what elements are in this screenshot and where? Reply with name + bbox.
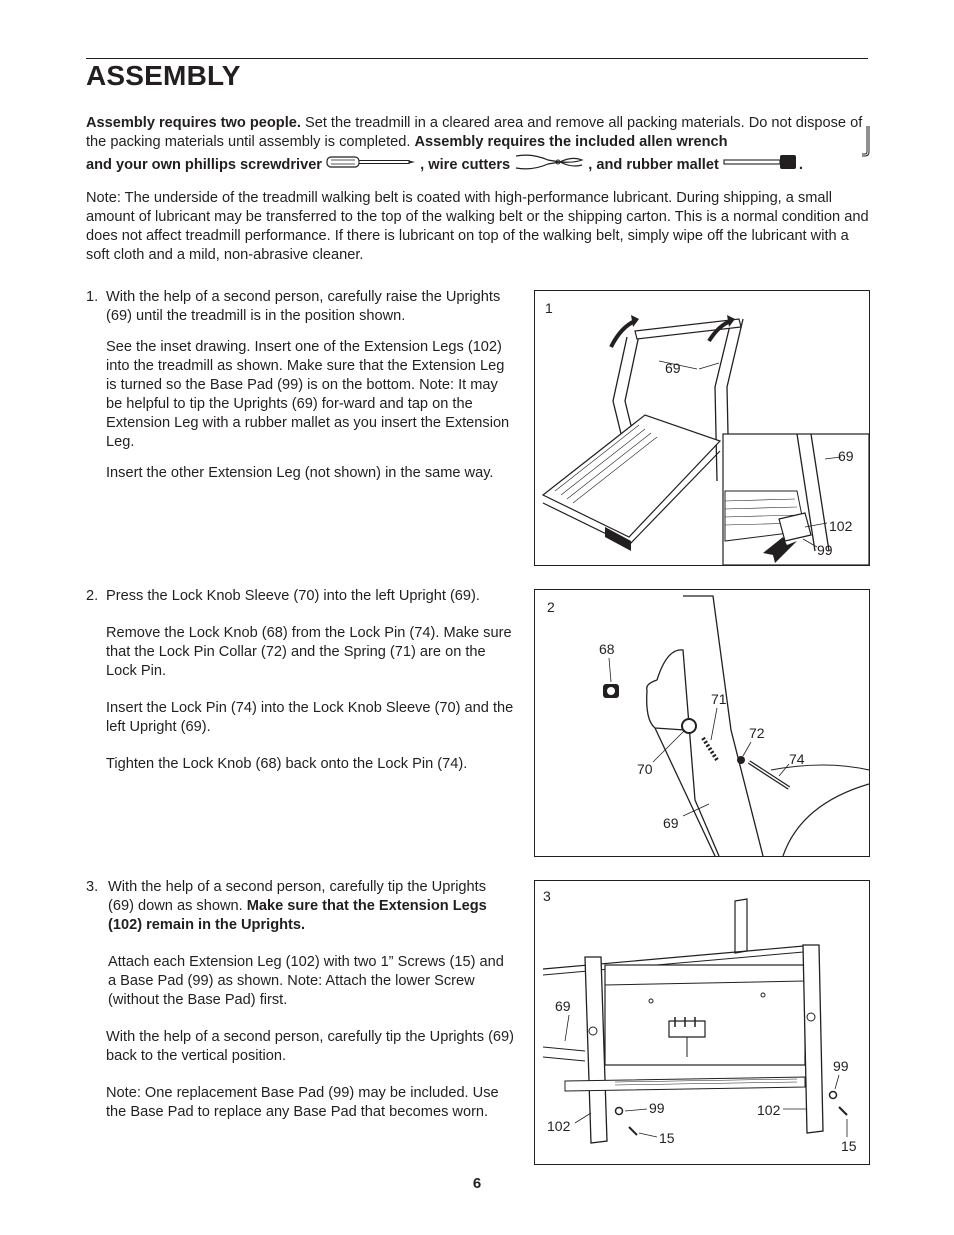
callout-label: 102 xyxy=(547,1118,571,1134)
intro-paragraph xyxy=(86,114,876,178)
callout-label: 99 xyxy=(833,1058,849,1074)
step-text: Tighten the Lock Knob (68) back onto the Lock Pin (74). xyxy=(106,756,468,772)
phillips-screwdriver-icon xyxy=(326,155,416,175)
callout-label: 15 xyxy=(841,1138,857,1154)
intro-end: . xyxy=(798,156,803,173)
callout-label: 99 xyxy=(649,1100,665,1116)
callout-label: 71 xyxy=(711,691,727,707)
callout-label: 68 xyxy=(599,641,615,657)
figure-1 xyxy=(534,290,870,566)
lubricant-note: Note: The underside of the treadmill walking belt is coated with high-performance lubricant. During shipping, a small amount of lubricant may be transferred to the top of the walking belt or the shipping carton. This is a normal condition and does not affect treadmill performance. If there is lubricant on top of the walking belt, simply wipe off the lubricant with a soft cloth and a mild, non-abrasive cleaner. xyxy=(86,190,869,263)
step-text-normal: With the help of a second person, carefully tip the Uprights (69) down as shown. xyxy=(108,879,487,914)
allen-wrench-icon xyxy=(862,124,872,164)
intro-bold-5: , and rubber mallet xyxy=(588,156,719,173)
intro-bold-2: Assembly requires the included allen wrench xyxy=(414,134,728,150)
wire-cutters-icon xyxy=(514,152,584,178)
step-text: With the help of a second person, carefully raise the Uprights (69) until the treadmill is in the position shown. xyxy=(106,289,501,324)
intro-text-1: Set the treadmill in a cleared area and remove all packing materials. Do not dispose of the packing materials until assembly is completed. xyxy=(86,115,863,150)
figure-number: 1 xyxy=(545,300,553,316)
callout-label: 72 xyxy=(749,725,765,741)
step-text: With the help of a second person, carefully tip the Uprights (69) back to the vertical position. xyxy=(106,1029,515,1064)
callout-label: 69 xyxy=(665,360,681,376)
intro-bold-4: , wire cutters xyxy=(420,156,511,173)
step-2 xyxy=(86,587,516,786)
step-number: 3. xyxy=(86,879,99,895)
step-text: Insert the Lock Pin (74) into the Lock Knob Sleeve (70) and the left Upright (69). xyxy=(106,700,514,735)
step-text: See the inset drawing. Insert one of the Extension Legs (102) into the treadmill as shown. Make sure that the Extension Leg is turned so the Base Pad (99) is on the bottom. Note: It may be helpful to tip the Uprights (69) for-ward and tap on the Extension Leg with a rubber mallet as you insert the Extension Leg. xyxy=(106,339,510,450)
step-text: Note: One replacement Base Pad (99) may be included. Use the Base Pad to replace any Base Pad that becomes worn. xyxy=(106,1085,499,1120)
callout-label: 69 xyxy=(663,815,679,831)
step-text: Remove the Lock Knob (68) from the Lock Pin (74). Make sure that the Lock Pin Collar (72) and the Spring (71) are on the Lock Pin. xyxy=(106,625,512,679)
step-text-bold: Make sure that the Extension Legs (102) remain in the Uprights. xyxy=(108,898,487,933)
step-3 xyxy=(86,878,516,1134)
step-text: Press the Lock Knob Sleeve (70) into the left Upright (69). xyxy=(106,588,480,604)
callout-label: 102 xyxy=(829,518,853,534)
intro-bold-3: and your own phillips screwdriver xyxy=(86,156,322,173)
callout-label: 102 xyxy=(757,1102,781,1118)
callout-label: 15 xyxy=(659,1130,675,1146)
step-text: Insert the other Extension Leg (not shown) in the same way. xyxy=(106,465,494,481)
callout-label: 70 xyxy=(637,761,653,777)
step-number: 2. xyxy=(86,588,99,604)
figure-2 xyxy=(534,589,870,857)
step-text: Attach each Extension Leg (102) with two 1” Screws (15) and a Base Pad (99) as shown. Note: Attach the lower Screw (without the Base Pad) first. xyxy=(108,954,504,1008)
page-title: ASSEMBLY xyxy=(86,60,241,91)
figure-3 xyxy=(534,880,870,1165)
intro-bold-1: Assembly requires two people. xyxy=(86,115,301,131)
page-number: 6 xyxy=(472,1175,482,1192)
callout-label: 69 xyxy=(838,448,854,464)
rubber-mallet-icon xyxy=(723,154,799,176)
callout-label: 74 xyxy=(789,751,805,767)
top-rule xyxy=(86,58,868,59)
step-text xyxy=(108,878,516,935)
callout-label: 99 xyxy=(817,542,833,558)
figure-number: 2 xyxy=(547,599,555,615)
callout-label: 69 xyxy=(555,998,571,1014)
step-number: 1. xyxy=(86,289,99,305)
step-1 xyxy=(86,288,516,495)
figure-number: 3 xyxy=(543,888,551,904)
